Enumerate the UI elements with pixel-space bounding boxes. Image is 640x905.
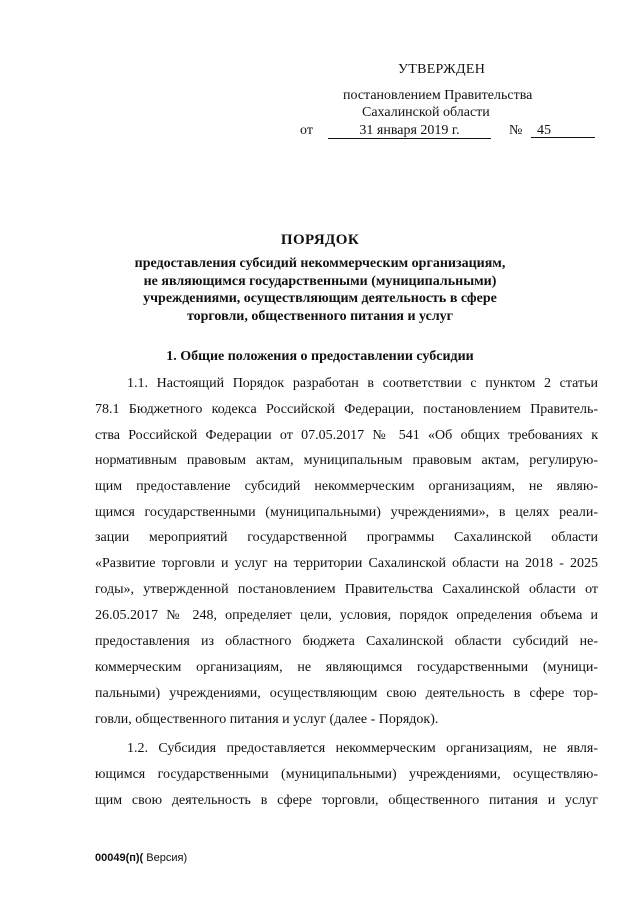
approval-by-decree: постановлением Правительства xyxy=(343,88,533,103)
paragraph-1-line: 78.1 Бюджетного кодекса Российской Федерации, постановлением Правитель- xyxy=(95,402,598,417)
paragraph-2-line: щим свою деятельность в сфере торговли, общественного питания и услуг xyxy=(95,793,598,808)
document-footer xyxy=(95,852,187,864)
subtitle-line: предоставления субсидий некоммерческим организациям, xyxy=(134,256,506,271)
approval-date-row xyxy=(300,123,600,141)
approval-number: 45 xyxy=(531,123,595,138)
paragraph-1-line: зации мероприятий государственной программы Сахалинской области xyxy=(95,530,598,545)
paragraph-1-line: «Развитие торговли и услуг на территории Сахалинской области на 2018 - 2025 xyxy=(95,556,598,571)
approval-heading: УТВЕРЖДЕН xyxy=(398,62,486,77)
paragraph-1-line: щим предоставление субсидий некоммерческим организациям, не являю- xyxy=(95,479,598,494)
paragraph-2-line: 1.2. Субсидия предоставляется некоммерческим организациям, не явля- xyxy=(127,741,598,756)
footer-version: Версия) xyxy=(143,852,188,864)
paragraph-1-line: годы», утвержденной постановлением Правительства Сахалинской области от xyxy=(95,582,598,597)
paragraph-1-line: нормативным правовым актам, муниципальным правовым актам, регулирую- xyxy=(95,453,598,468)
paragraph-1-line: предоставления из областного бюджета Сахалинской области субсидий не- xyxy=(95,634,598,649)
approval-region: Сахалинской области xyxy=(362,105,490,120)
document-subtitle xyxy=(0,255,640,325)
approval-date: 31 января 2019 г. xyxy=(328,123,491,139)
date-from-label: от xyxy=(300,123,313,138)
subtitle-line: учреждениями, осуществляющим деятельность в сфере xyxy=(143,291,497,306)
paragraph-1-line: ства Российской Федерации от 07.05.2017 № 541 «Об общих требованиях к xyxy=(95,428,598,443)
subtitle-line: не являющимся государственными (муниципальными) xyxy=(143,273,497,289)
paragraph-1-line: 26.05.2017 № 248, определяет цели, условия, порядок определения объема и xyxy=(95,608,598,623)
section-heading: 1. Общие положения о предоставлении субсидии xyxy=(166,349,474,364)
number-label: № xyxy=(509,123,523,138)
paragraph-1-line: 1.1. Настоящий Порядок разработан в соответствии с пунктом 2 статьи xyxy=(127,376,598,391)
paragraph-1-line: говли, общественного питания и услуг (далее - Порядок). xyxy=(95,712,439,727)
subtitle-line: торговли, общественного питания и услуг xyxy=(186,308,454,324)
paragraph-2-line: ющимся государственными (муниципальными) учреждениями, осуществляю- xyxy=(95,767,598,782)
document-title: ПОРЯДОК xyxy=(280,232,360,248)
paragraph-1-line: коммерческим организациям, не являющимся государственными (муници- xyxy=(95,660,598,675)
paragraph-1-line: щимся государственными (муниципальными) учреждениями», в целях реали- xyxy=(95,505,598,520)
footer-code: 00049(п)( xyxy=(95,852,144,864)
paragraph-1-line: пальными) учреждениями, осуществляющим свою деятельность в сфере тор- xyxy=(95,686,598,701)
